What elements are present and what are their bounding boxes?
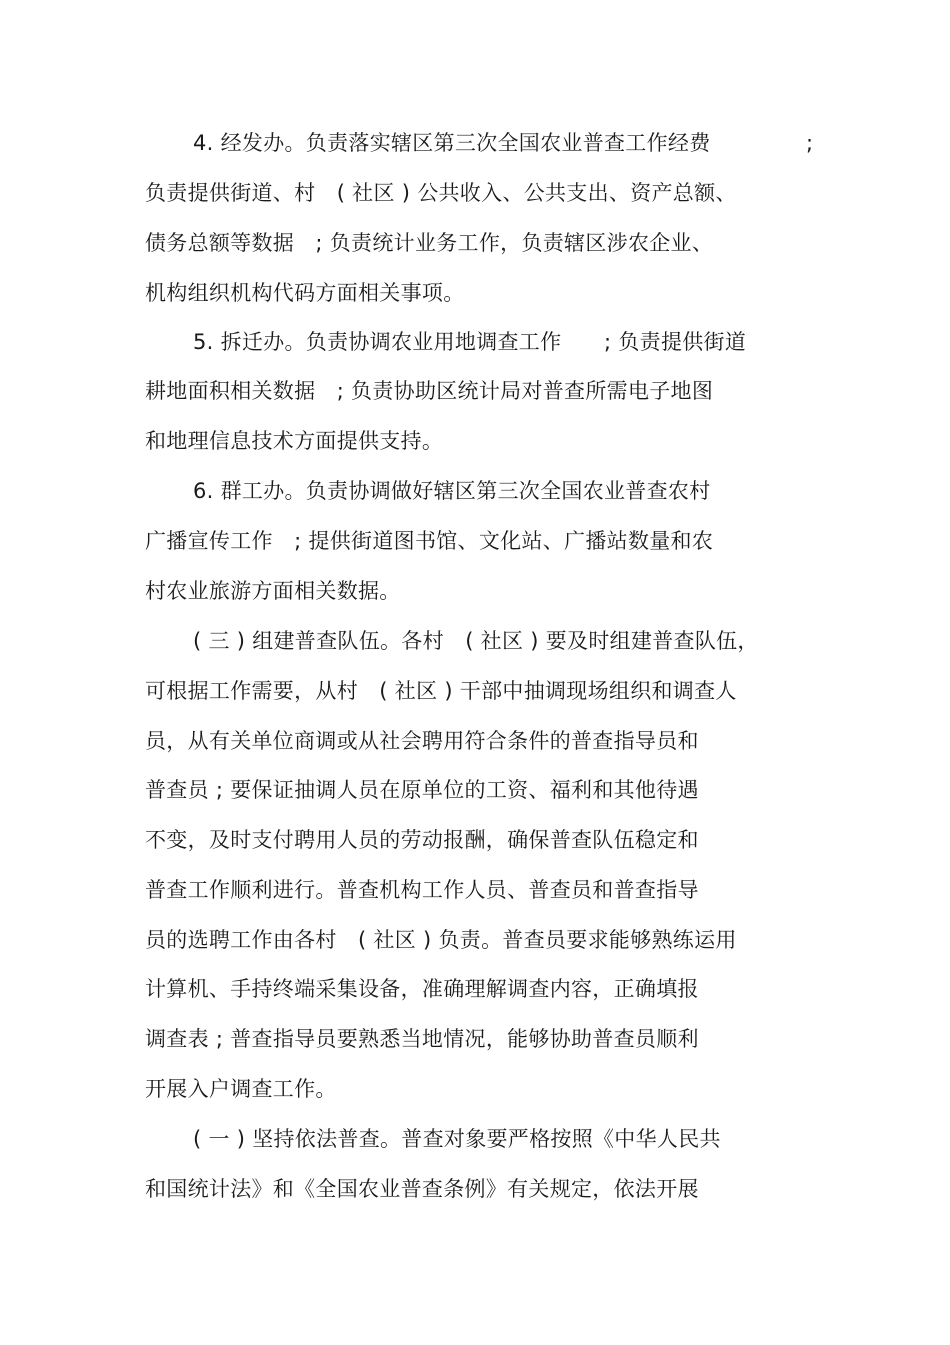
text-line: ( 三 ) 组建普查队伍。各村 ( 社区 ) 要及时组建普查队伍，	[193, 629, 759, 653]
text-line: 5. 拆迁办。负责协调农业用地调查工作 ; 负责提供街道	[193, 330, 747, 354]
text-line: 员，从有关单位商调或从社会聘用符合条件的普查指导员和	[145, 729, 699, 753]
text-line: 机构组织机构代码方面相关事项。	[145, 281, 465, 305]
text-line: 村农业旅游方面相关数据。	[145, 579, 401, 603]
text-line: 普查工作顺利进行。普查机构工作人员、普查员和普查指导	[145, 878, 699, 902]
text-line: 普查员 ; 要保证抽调人员在原单位的工资、福利和其他待遇	[145, 778, 699, 802]
text-line: 不变，及时支付聘用人员的劳动报酬，确保普查队伍稳定和	[145, 828, 699, 852]
text-line: ( 一 ) 坚持依法普查。普查对象要严格按照《中华人民共	[193, 1127, 721, 1151]
text-line: 负责提供街道、村 ( 社区 ) 公共收入、公共支出、资产总额、	[145, 181, 737, 205]
text-line: 员的选聘工作由各村 ( 社区 ) 负责。普查员要求能够熟练运用	[145, 928, 737, 952]
text-line: 计算机、手持终端采集设备，准确理解调查内容，正确填报	[145, 977, 699, 1001]
text-line: 4. 经发办。负责落实辖区第三次全国农业普查工作经费	[193, 131, 711, 155]
text-line: 可根据工作需要，从村 ( 社区 ) 干部中抽调现场组织和调查人	[145, 679, 737, 703]
text-line: 和国统计法》和《全国农业普查条例》有关规定，依法开展	[145, 1177, 699, 1201]
text-line: 调查表 ; 普查指导员要熟悉当地情况，能够协助普查员顺利	[145, 1027, 699, 1051]
text-line: 6. 群工办。负责协调做好辖区第三次全国农业普查农村	[193, 479, 711, 503]
trailing-semicolon: ;	[806, 131, 814, 155]
text-line: 耕地面积相关数据 ; 负责协助区统计局对普查所需电子地图	[145, 379, 714, 403]
text-line: 债务总额等数据 ; 负责统计业务工作，负责辖区涉农企业、	[145, 231, 714, 255]
text-line: 开展入户调查工作。	[145, 1077, 337, 1101]
text-line: 广播宣传工作 ; 提供街道图书馆、文化站、广播站数量和农	[145, 529, 714, 553]
text-line: 和地理信息技术方面提供支持。	[145, 429, 444, 453]
